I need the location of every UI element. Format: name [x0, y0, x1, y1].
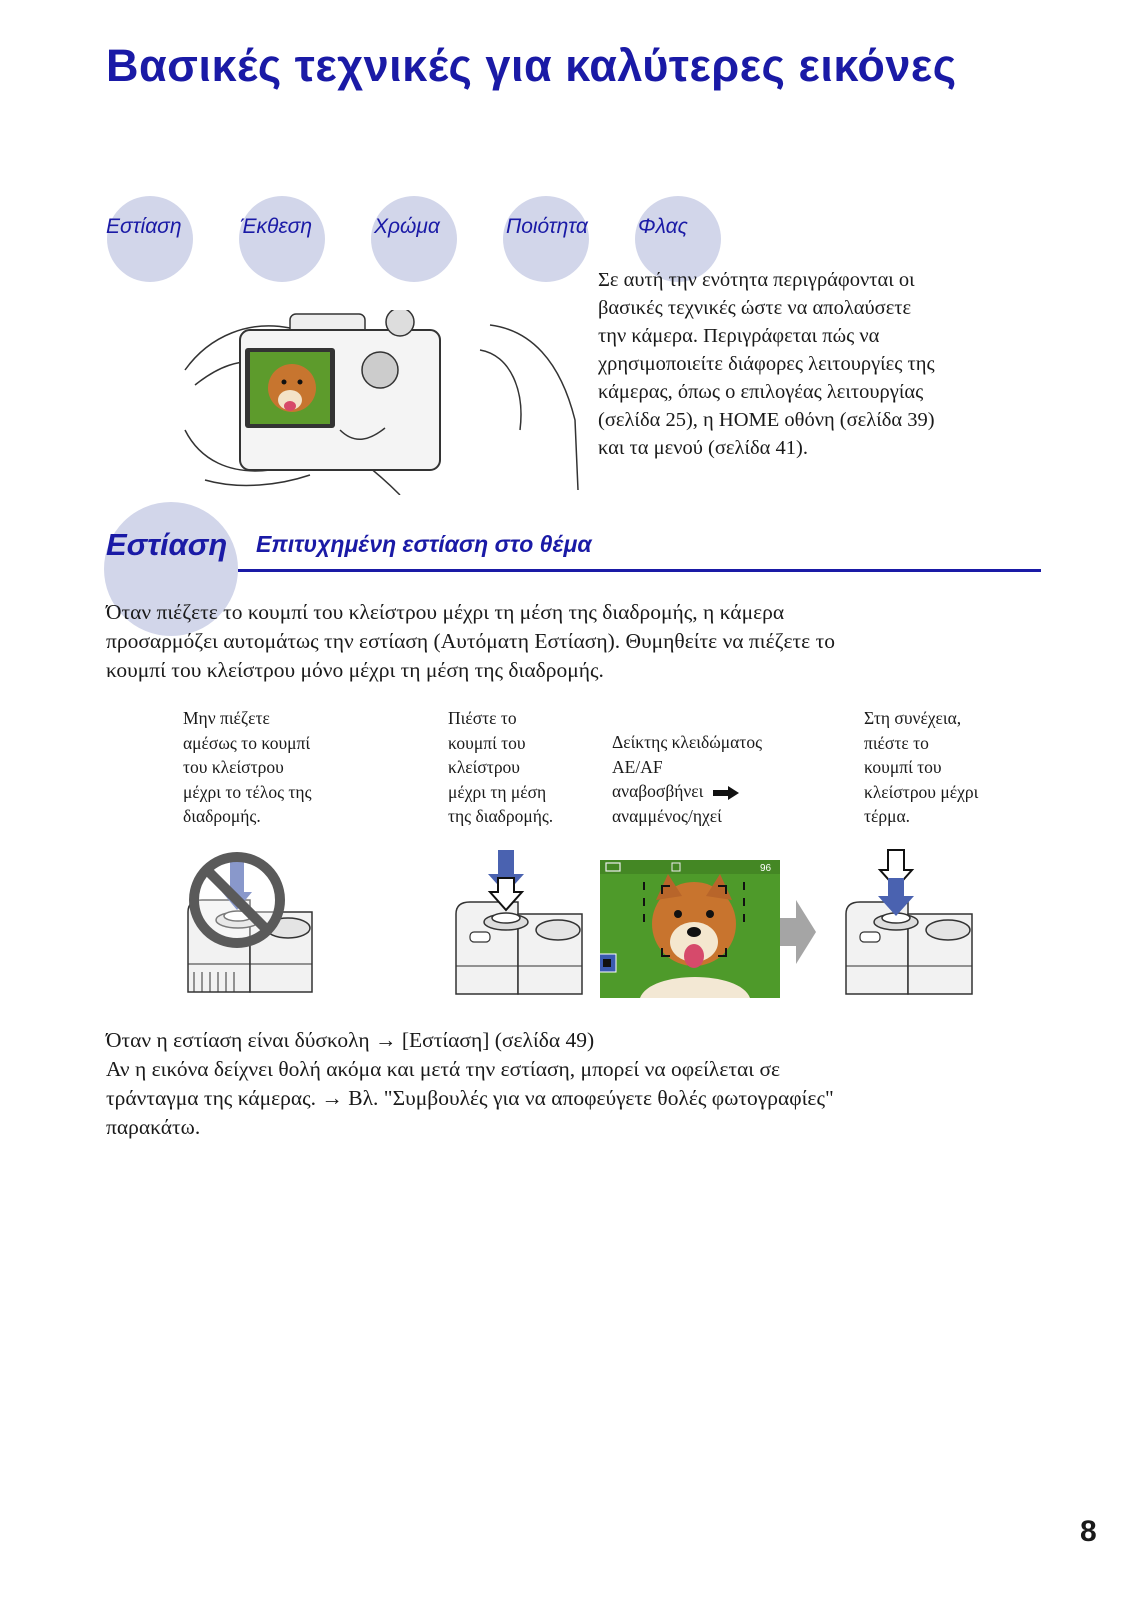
section-body: [106, 598, 1046, 685]
tab-exposure[interactable]: Έκθεση: [240, 215, 313, 238]
tab-circle-color: [371, 196, 457, 282]
intro-line: κάμερας, όπως ο επιλογέας λειτουργίας: [598, 381, 924, 403]
caption-line: Δείκτης κλειδώματος: [612, 732, 763, 752]
caption-line: αναμμένος/ηχεί: [612, 805, 722, 826]
caption-line: κουμπί του: [864, 757, 942, 777]
camera-hands-illustration: [180, 310, 585, 495]
caption-line: Μην πιέζετε: [183, 708, 270, 728]
caption-line: κλείστρου: [448, 757, 520, 777]
tab-circle-focus: [107, 196, 193, 282]
intro-line: χρησιμοποιείτε διάφορες λειτουργίες της: [598, 353, 935, 375]
caption-line: τέρμα.: [864, 806, 911, 826]
caption-ae-af-indicator: [612, 730, 762, 828]
tip-line: τράνταγμα της κάμερας. → Βλ. "Συμβουλές για να αποφεύγετε θολές φωτογραφίες": [106, 1086, 834, 1110]
section-subtitle: Επιτυχημένη εστίαση στο θέμα: [256, 531, 592, 557]
tip-line: παρακάτω.: [106, 1115, 201, 1139]
caption-line: κλείστρου μέχρι: [864, 781, 979, 802]
tab-flash[interactable]: Φλας: [638, 215, 688, 238]
caption-line: πιέστε το: [864, 732, 929, 753]
tab-color[interactable]: Χρώμα: [374, 215, 440, 238]
intro-line: την κάμερα. Περιγράφεται πώς να: [598, 325, 880, 347]
caption-line: αμέσως το κουμπί: [183, 732, 311, 753]
camera-top-full-press: [840, 848, 980, 1000]
intro-line: και τα μενού (σελίδα 41).: [598, 437, 808, 459]
caption-line: αναβοσβήνει: [612, 781, 704, 801]
caption-dont-press-fully: [183, 706, 312, 829]
caption-line: της διαδρομής.: [448, 806, 554, 826]
intro-text: [598, 266, 1038, 462]
tab-circle-quality: [503, 196, 589, 282]
page-title: Βασικές τεχνικές για καλύτερες εικόνες: [106, 40, 957, 91]
caption-line: του κλείστρου: [183, 757, 284, 777]
caption-line: AE/AF: [612, 756, 663, 777]
tip-line: Όταν η εστίαση είναι δύσκολη → [Εστίαση] (σελίδα 49): [106, 1028, 595, 1052]
tab-focus[interactable]: Εστίαση: [106, 215, 182, 238]
intro-line: Σε αυτή την ενότητα περιγράφονται οι: [598, 269, 915, 291]
prohibited-icon: [194, 857, 280, 943]
intro-line: (σελίδα 25), η HOME οθόνη (σελίδα 39): [598, 409, 935, 431]
caption-line: μέχρι τη μέση: [448, 781, 547, 802]
right-arrow-icon: [712, 785, 740, 801]
caption-press-fully: [864, 706, 978, 829]
page-number: 8: [1080, 1515, 1097, 1548]
camera-top-half-press: [450, 848, 590, 1000]
caption-line: διαδρομής.: [183, 806, 261, 826]
body-line: προσαρμόζει αυτομάτως την εστίαση (Αυτόματη Εστίαση). Θυμηθείτε να πιέζετε το: [106, 629, 835, 653]
section-title: Εστίαση: [106, 527, 228, 562]
tab-quality[interactable]: Ποιότητα: [506, 215, 588, 238]
section-rule: [238, 569, 1041, 572]
caption-line: Στη συνέχεια,: [864, 708, 962, 728]
caption-line: μέχρι το τέλος της: [183, 781, 312, 802]
camera-top-no-full-press: [180, 852, 320, 1000]
intro-line: βασικές τεχνικές ώστε να απολαύσετε: [598, 297, 912, 319]
transition-arrow-icon: [778, 900, 818, 964]
body-line: Όταν πιέζετε το κουμπί του κλείστρου μέχρι τη μέση της διαδρομής, η κάμερα: [106, 600, 785, 624]
tab-circle-exposure: [239, 196, 325, 282]
tip-line: Αν η εικόνα δείχνει θολή ακόμα και μετά την εστίαση, μπορεί να οφείλεται σε: [106, 1057, 781, 1081]
lcd-counter: 96: [760, 863, 772, 874]
caption-line: Πιέστε το: [448, 708, 517, 728]
body-line: κουμπί του κλείστρου μόνο μέχρι τη μέση της διαδρομής.: [106, 658, 604, 682]
caption-line: κουμπί του: [448, 732, 526, 753]
lcd-screen-focus-illustration: [600, 860, 780, 998]
focus-tips: [106, 1026, 1046, 1142]
caption-press-halfway: [448, 706, 553, 829]
caption-line-with-arrow: [612, 779, 762, 804]
